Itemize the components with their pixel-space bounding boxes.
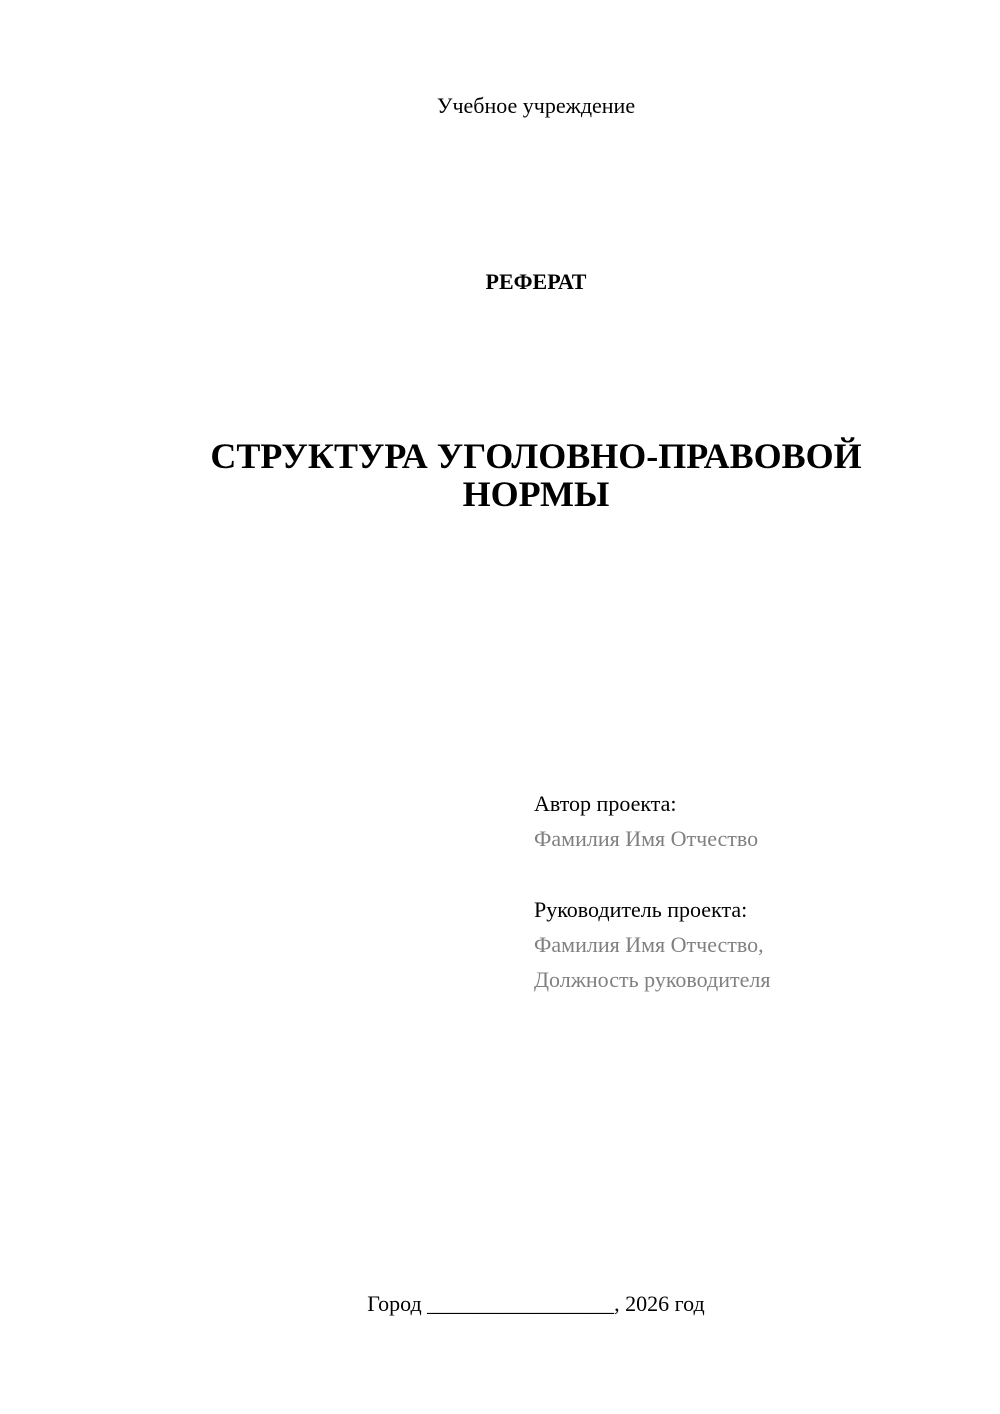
document-title <box>150 437 922 513</box>
city-year-line: Город _________________, 2026 год <box>367 1291 705 1316</box>
author-label: Автор проекта: <box>534 791 677 816</box>
author-name: Фамилия Имя Отчество <box>534 826 759 851</box>
document-title-line-2: НОРМЫ <box>462 474 610 514</box>
author-block <box>534 786 974 856</box>
document-type: РЕФЕРАТ <box>485 269 587 294</box>
institution-name: Учебное учреждение <box>436 93 636 118</box>
supervisor-block <box>534 892 974 997</box>
supervisor-position: Должность руководителя <box>534 967 771 992</box>
supervisor-label: Руководитель проекта: <box>534 897 748 922</box>
document-title-line-1: СТРУКТУРА УГОЛОВНО-ПРАВОВОЙ <box>210 436 862 476</box>
supervisor-name: Фамилия Имя Отчество, <box>534 932 764 957</box>
